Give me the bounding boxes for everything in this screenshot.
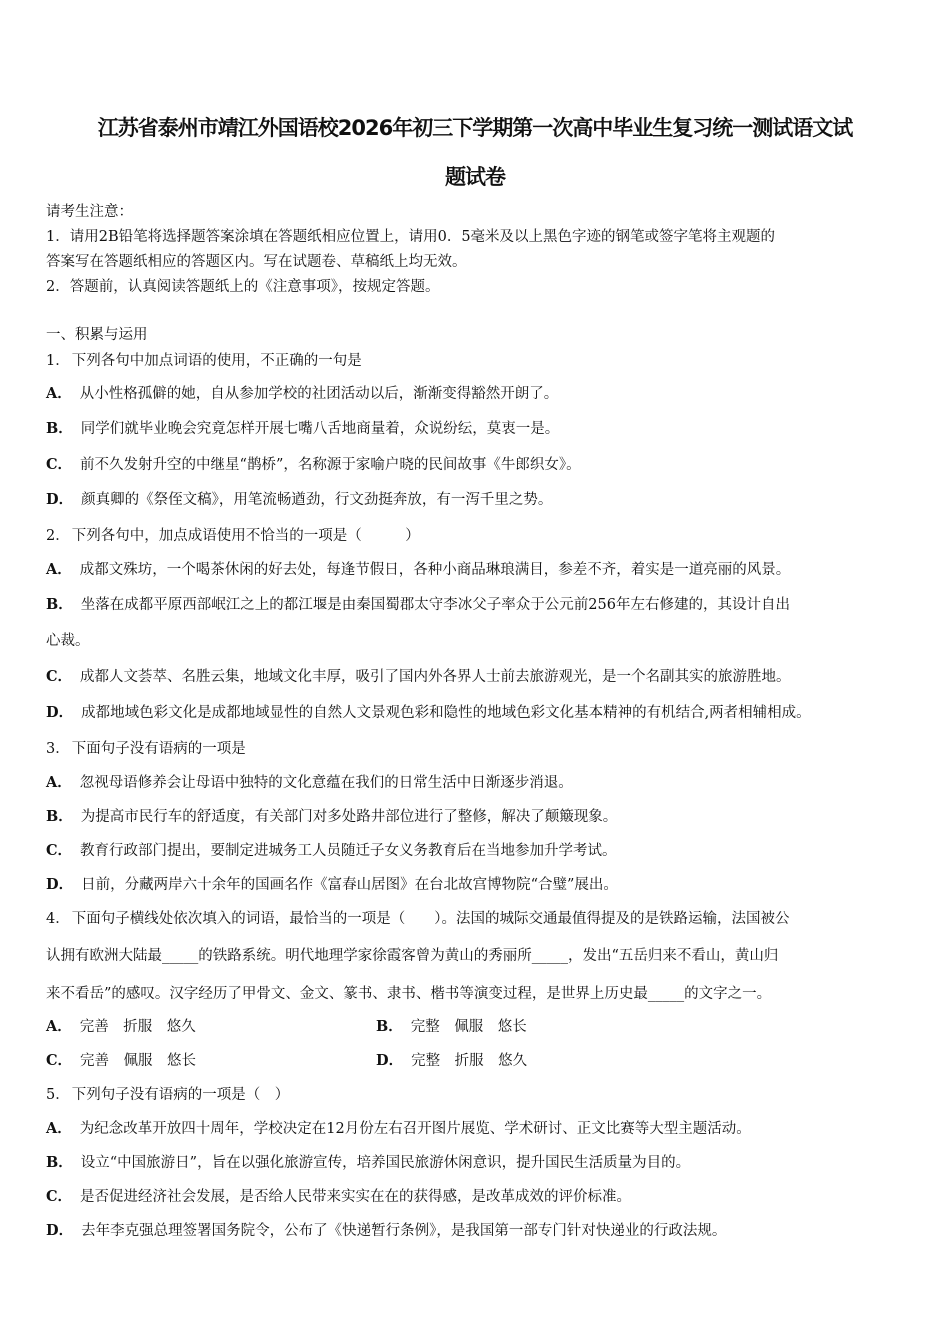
option-text: 同学们就毕业晚会究竟怎样开展七嘴八舌地商量着，众说纷纭，莫衷一是。: [80, 421, 560, 437]
option-letter: C．: [46, 1188, 73, 1205]
option-text: 成都人文荟萃、名胜云集，地域文化丰厚，吸引了国内外各界人士前去旅游观光，是一个名副其实的旅游胜地。: [80, 669, 791, 685]
question-4-stem-line3: 来不看岳”的感叹。汉字经历了甲骨文、金文、篆书、隶书、楷书等演变过程，是世界上历史最_____的文字之一。: [46, 986, 772, 1002]
option-text: 设立“中国旅游日”，旨在以强化旅游宣传，培养国民旅游休闲意识，提升国民生活质量为目的。: [80, 1155, 691, 1171]
option-text: 为纪念改革开放四十周年，学校决定在12月份左右召开图片展览、学术研讨、正文比赛等大型主题活动。: [79, 1121, 751, 1137]
question-number: 1．: [46, 353, 70, 369]
option-letter: A．: [46, 561, 72, 578]
question-number: 5．: [46, 1087, 70, 1103]
question-3-stem: [46, 739, 246, 759]
question-text: 下列各句中加点词语的使用，不正确的一句是: [71, 353, 362, 369]
option-text: 颜真卿的《祭侄文稿》，用笔流畅遒劲，行文劲挺奔放，有一泻千里之势。: [81, 492, 553, 508]
option-letter: D．: [46, 704, 74, 721]
q3-option-b: [46, 807, 617, 827]
question-number: 2．: [46, 528, 70, 544]
option-letter: A．: [46, 1018, 72, 1035]
option-text: 去年李克强总理签署国务院令，公布了《快递暂行条例》，是我国第一部专门针对快递业的行政法规。: [81, 1223, 727, 1239]
q4-option-b: [376, 1017, 527, 1037]
option-text: 前不久发射升空的中继星“鹊桥”，名称源于家喻户晓的民间故事《牛郎织女》。: [80, 457, 581, 473]
q5-option-c: [46, 1187, 631, 1207]
option-letter: C．: [46, 842, 73, 859]
q3-option-d: [46, 875, 618, 895]
q5-option-b: [46, 1153, 690, 1173]
option-letter: D．: [46, 1222, 74, 1239]
option-letter: B．: [376, 1018, 403, 1035]
q2-option-a: [46, 560, 790, 580]
option-letter: D．: [376, 1052, 404, 1069]
q2-option-d: [46, 703, 811, 723]
option-letter: C．: [46, 1052, 73, 1069]
q1-option-a: [46, 384, 558, 404]
question-number: 3．: [46, 741, 70, 757]
option-letter: D．: [46, 876, 74, 893]
notice-heading: 请考生注意：: [46, 204, 133, 220]
option-text: 完整 佩服 悠长: [410, 1019, 527, 1035]
q5-option-a: [46, 1119, 751, 1139]
option-letter: B．: [46, 420, 73, 437]
q4-option-d: [376, 1051, 527, 1071]
option-letter: C．: [46, 668, 73, 685]
option-text: 日前，分藏两岸六十余年的国画名作《富春山居图》在台北故宫博物院“合璧”展出。: [81, 877, 618, 893]
option-letter: A．: [46, 774, 72, 791]
question-text: 下列句子没有语病的一项是（ ）: [71, 1087, 290, 1103]
exam-title-line2: 题试卷: [445, 165, 505, 189]
question-text: 下面句子横线处依次填入的词语，最恰当的一项是（ ）。法国的城际交通最值得提及的是铁路运输，法国被公: [71, 911, 790, 927]
option-letter: B．: [46, 808, 73, 825]
q3-option-c: [46, 841, 617, 861]
option-letter: B．: [46, 596, 73, 613]
option-letter: C．: [46, 456, 73, 473]
option-text: 从小性格孤僻的她，自从参加学校的社团活动以后，渐渐变得豁然开朗了。: [79, 386, 559, 402]
option-letter: A．: [46, 385, 72, 402]
notice-item-1: 1．请用2B铅笔将选择题答案涂填在答题纸相应位置上，请用0．5毫米及以上黑色字迹的钢笔或签字笔将主观题的: [46, 229, 776, 245]
option-text: 完善 佩服 悠长: [80, 1053, 197, 1069]
q1-option-b: [46, 419, 559, 439]
q1-option-c: [46, 455, 581, 475]
question-5-stem: [46, 1085, 289, 1105]
option-text: 坐落在成都平原西部岷江之上的都江堰是由秦国蜀郡太守李冰父子率众于公元前256年左右修建的，其设计自出: [80, 597, 790, 613]
option-text: 成都文殊坊，一个喝茶休闲的好去处，每逢节假日，各种小商品琳琅满目，参差不齐，着实是一道亮丽的风景。: [79, 562, 791, 578]
q2-option-c: [46, 667, 791, 687]
question-4-stem: [46, 909, 789, 929]
q5-option-d: [46, 1221, 726, 1241]
notice-item-2: 2．答题前，认真阅读答题纸上的《注意事项》，按规定答题。: [46, 279, 440, 295]
option-text: 成都地域色彩文化是成都地域显性的自然人文景观色彩和隐性的地域色彩文化基本精神的有机结合,两者相辅相成。: [81, 705, 811, 721]
q4-option-a: [46, 1017, 196, 1037]
option-text: 教育行政部门提出，要制定进城务工人员随迁子女义务教育后在当地参加升学考试。: [80, 843, 617, 859]
question-number: 4．: [46, 911, 70, 927]
option-text: 为提高市民行车的舒适度，有关部门对多处路井部位进行了整修，解决了颠簸现象。: [80, 809, 618, 825]
question-2-stem: [46, 526, 420, 546]
option-text: 完整 折服 悠久: [411, 1053, 528, 1069]
notice-item-1-cont: 答案写在答题纸相应的答题区内。写在试题卷、草稿纸上均无效。: [46, 254, 467, 270]
section-heading: 一、积累与运用: [46, 327, 148, 343]
option-letter: B．: [46, 1154, 73, 1171]
q1-option-d: [46, 490, 552, 510]
option-text: 是否促进经济社会发展，是否给人民带来实实在在的获得感，是改革成效的评价标准。: [80, 1189, 632, 1205]
q3-option-a: [46, 773, 573, 793]
question-4-stem-line2: 认拥有欧洲大陆最_____的铁路系统。明代地理学家徐霞客曾为黄山的秀丽所_____，发出“五岳归来不看山，黄山归: [46, 948, 779, 964]
option-letter: A．: [46, 1120, 72, 1137]
q2-option-b-cont: 心裁。: [46, 633, 90, 649]
question-1-stem: [46, 351, 362, 371]
question-text: 下面句子没有语病的一项是: [71, 741, 246, 757]
exam-title-line1: 江苏省泰州市靖江外国语校2026年初三下学期第一次高中毕业生复习统一测试语文试: [97, 116, 853, 140]
option-text: 忽视母语修养会让母语中独特的文化意蕴在我们的日常生活中日渐逐步消退。: [79, 775, 573, 791]
question-text: 下列各句中，加点成语使用不恰当的一项是（ ）: [71, 528, 420, 544]
q4-option-c: [46, 1051, 196, 1071]
q2-option-b: [46, 595, 790, 615]
option-text: 完善 折服 悠久: [79, 1019, 196, 1035]
option-letter: D．: [46, 491, 74, 508]
